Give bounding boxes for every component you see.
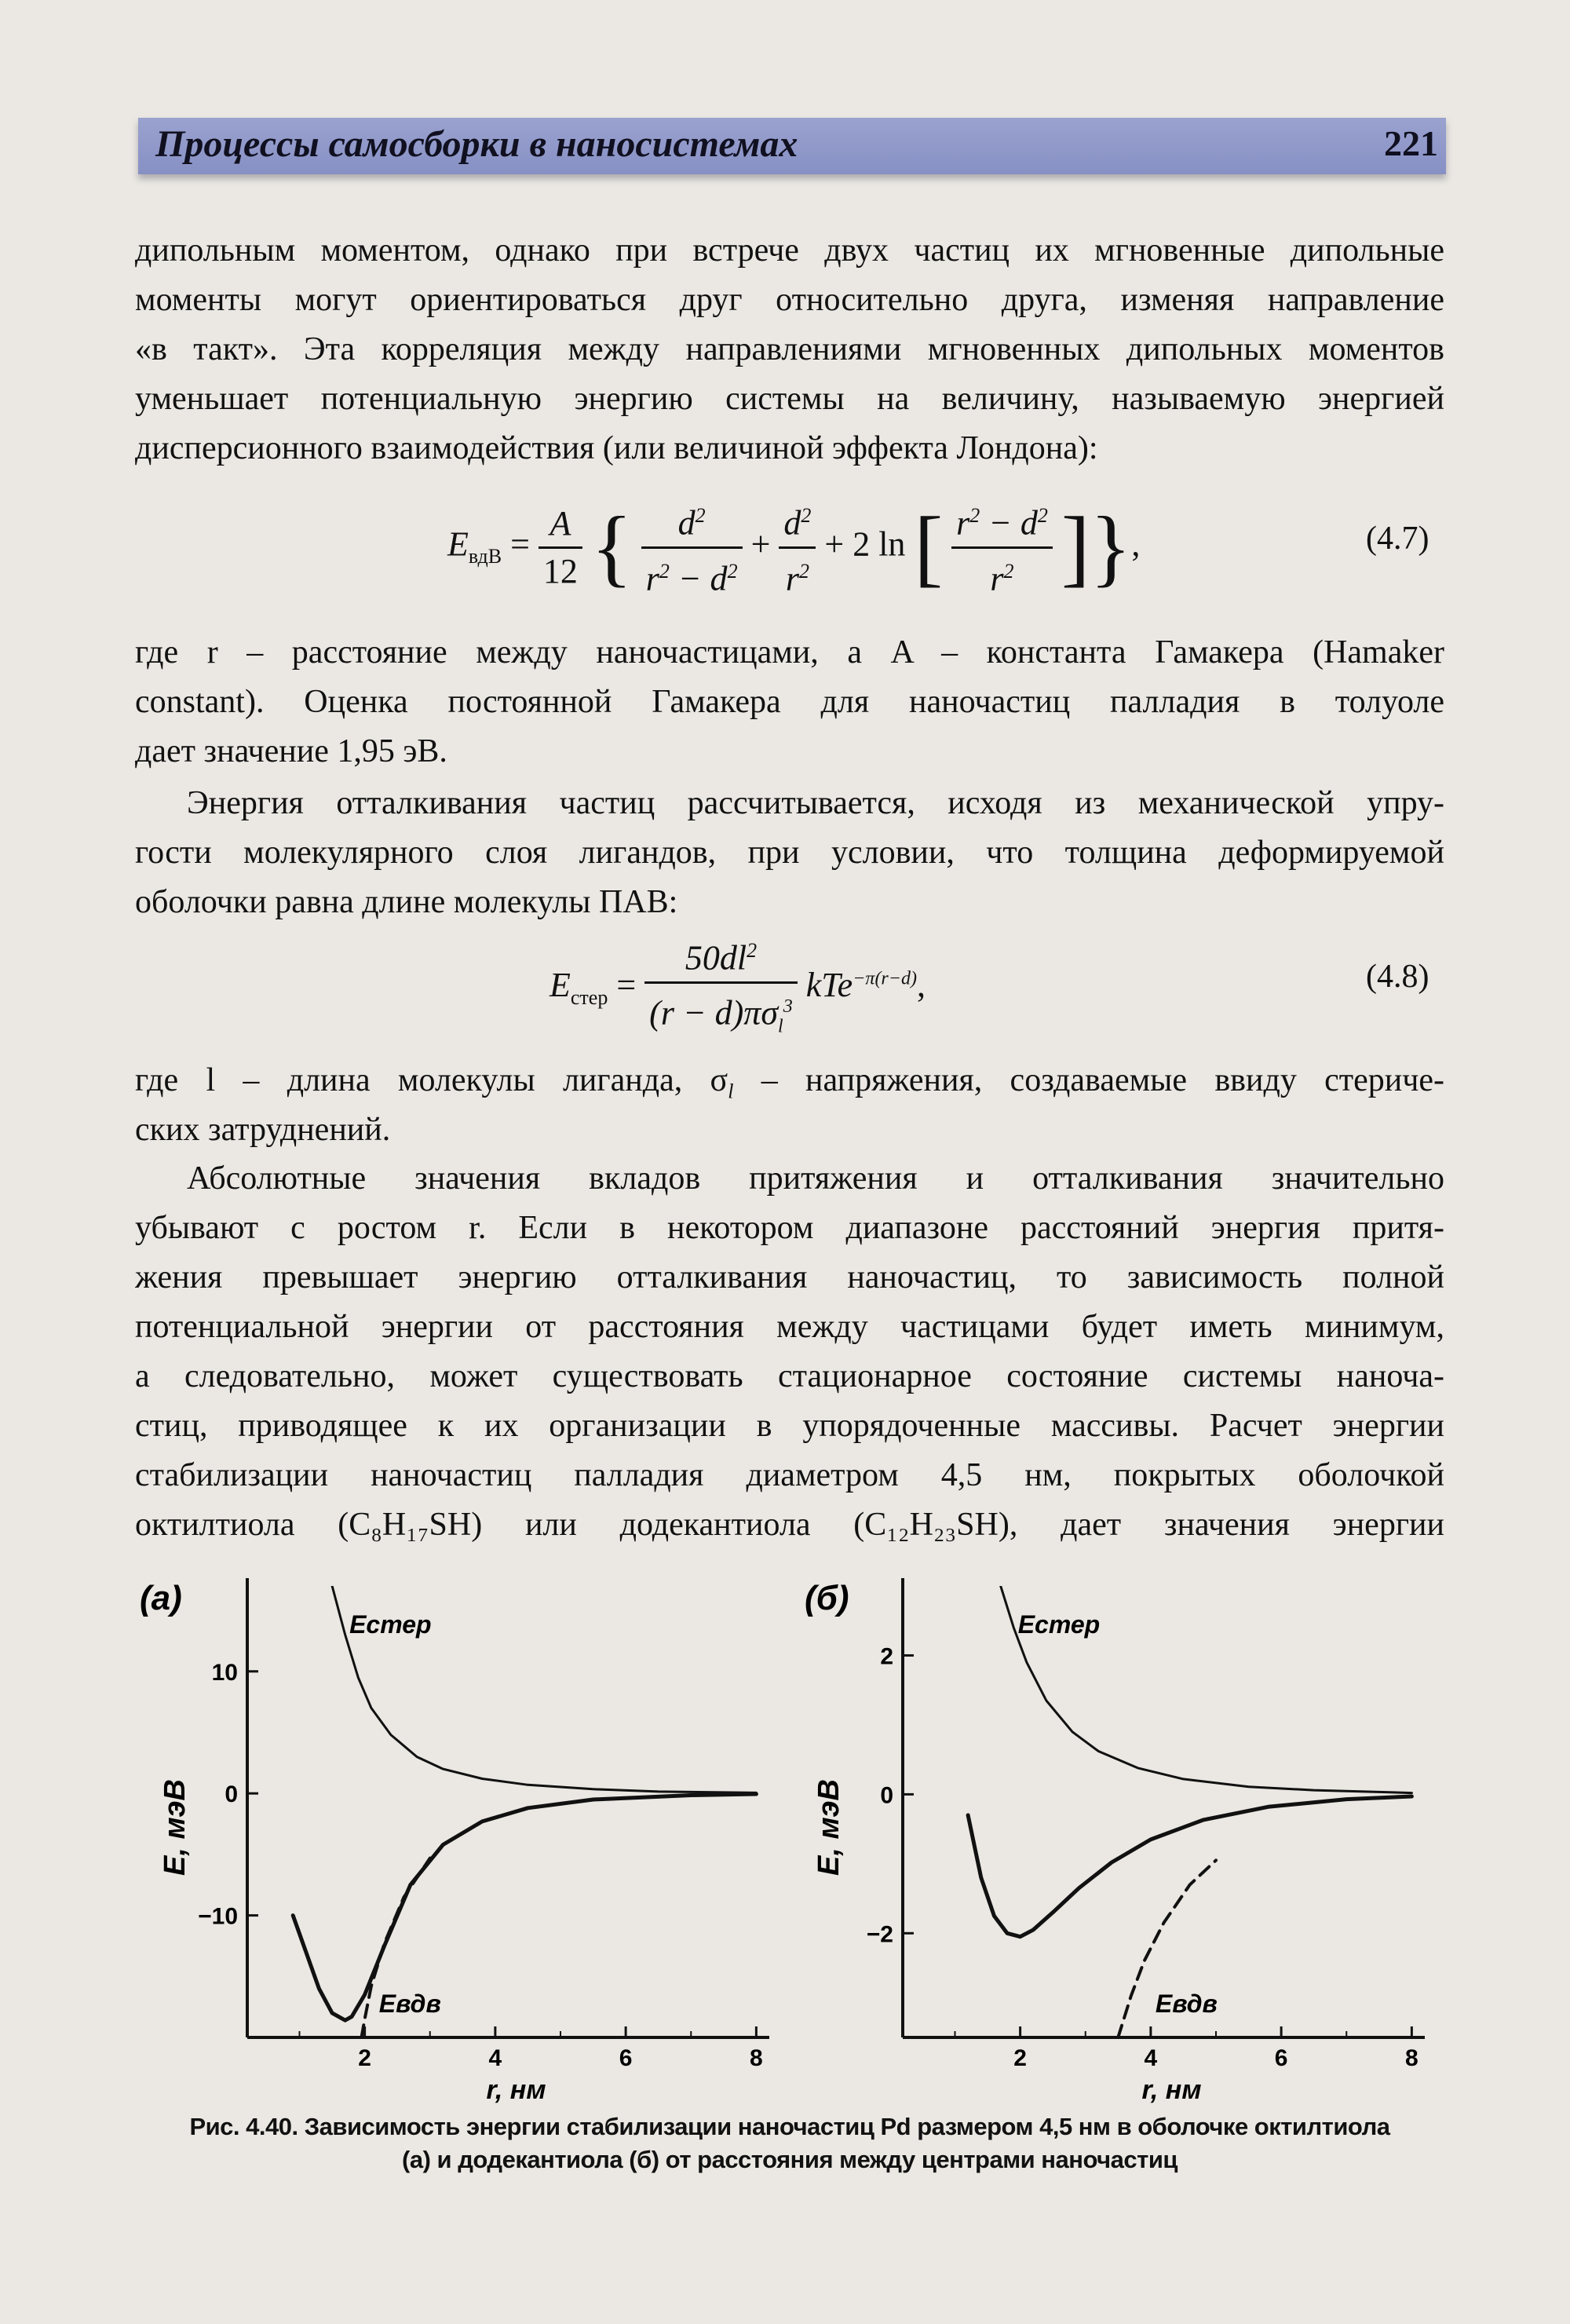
eq47-lhs-sub: вдВ <box>468 545 502 568</box>
text-line: а следовательно, может существовать стационарное состояние системы наноча- <box>135 1358 1444 1394</box>
page-number: 221 <box>1384 123 1438 163</box>
series-label: Eвдв <box>378 1990 441 2018</box>
chart-panel-a <box>140 1578 769 2105</box>
text-fragment: – напряжения, создаваемые ввиду стериче- <box>733 1062 1444 1098</box>
eq47-lhs: E <box>447 524 469 564</box>
text-line: убывают с ростом r. Если в некотором диапазоне расстояний энергия притя- <box>135 1210 1444 1246</box>
y-tick-label: −2 <box>866 1921 893 1948</box>
panel-label: (б) <box>805 1579 849 1617</box>
x-tick-label: 4 <box>488 2045 502 2071</box>
x-axis-label: r, нм <box>486 2075 546 2105</box>
text-line: гости молекулярного слоя лигандов, при условии, что толщина деформируемой <box>135 835 1444 871</box>
series-label: Eстер <box>1017 1610 1101 1639</box>
text-line: constant). Оценка постоянной Гамакера для наночастиц палладия в толуоле <box>135 684 1444 720</box>
text-line: стабилизации наночастиц палладия диаметром 4,5 нм, покрытых оболочкой <box>135 1457 1444 1493</box>
series-label: Eстер <box>349 1610 432 1639</box>
y-tick-label: 10 <box>211 1659 238 1686</box>
running-header-title: Процессы самосборки в наносистемах <box>155 123 798 165</box>
chart-panel-b <box>805 1578 1425 2105</box>
eq48-numerator: 50dl <box>685 938 747 977</box>
text-line: моменты могут ориентироваться друг относительно друга, изменяя направление <box>135 282 1444 318</box>
paragraph-3 <box>135 779 1444 927</box>
y-tick-label: 0 <box>880 1782 893 1809</box>
eq47-coef-num: A <box>539 501 582 549</box>
y-tick-label: 0 <box>225 1781 238 1808</box>
paragraph-4: где l – длина молекулы лиганда, $\sigma_l$ – напряжения, создаваемые ввиду стериче- ских затруднений. <box>135 1056 1444 1155</box>
x-tick-label: 8 <box>1405 2045 1418 2071</box>
caption-line-1: Зависимость энергии стабилизации наночастиц Pd размером 4,5 нм в оболочке октилтиола <box>304 2113 1390 2140</box>
equation-4-8-number: (4.8) <box>1366 959 1429 995</box>
eq47-coef-den: 12 <box>542 551 578 590</box>
text-fragment: где l – длина молекулы лиганда, σ <box>135 1062 728 1098</box>
text-line: уменьшает потенциальную энергию системы на величину, называемую энергией <box>135 381 1444 417</box>
text-line: дает значение 1,95 эВ. <box>135 733 447 769</box>
text-line: «в такт». Эта корреляция между направлениями мгновенных дипольных моментов <box>135 331 1444 367</box>
y-axis-label: E, мэВ <box>159 1779 192 1876</box>
text-line: октилтиола (C₈H₁₇SH) или додекантиола (C₁₂H₂₃SH), дает значения энергии <box>135 1507 1444 1543</box>
figure-4-40 <box>0 1562 1570 2112</box>
text-line: дипольным моментом, однако при встрече двух частиц их мгновенные дипольные <box>135 232 1444 269</box>
running-header <box>138 118 1446 174</box>
text-line: стиц, приводящее к их организации в упорядоченные массивы. Расчет энергии <box>135 1408 1444 1444</box>
text-line: оболочки равна длине молекулы ПАВ: <box>135 884 678 920</box>
paragraph-5 <box>135 1154 1444 1550</box>
eq48-fraction: $\frac{50dl^2}{(r - d)\pi\sigma_l^3}$ <box>644 928 798 1049</box>
x-tick-label: 8 <box>750 2045 763 2071</box>
series-label: Eвдв <box>1155 1990 1218 2018</box>
caption-label: Рис. 4.40. <box>189 2113 298 2140</box>
equation-4-8: $E_{стер}$ = $\frac{50dl^2}{(r - d)\pi\sigma_l^3}$ kTe$^{-\pi(r-d)}$, <box>550 928 926 1049</box>
text-line: жения превышает энергию отталкивания наночастиц, то зависимость полной <box>135 1259 1444 1295</box>
text-line: где r – расстояние между наночастицами, а A – константа Гамакера (Hamaker <box>135 634 1444 671</box>
x-tick-label: 2 <box>358 2045 371 2071</box>
y-tick-label: 2 <box>880 1643 893 1670</box>
eq47-coefficient <box>539 501 582 594</box>
eq48-lhs: E <box>550 966 571 1005</box>
text-line: Энергия отталкивания частиц рассчитывается, исходя из механической упру- <box>187 785 1444 821</box>
text-line: Абсолютные значения вкладов притяжения и отталкивания значительно <box>187 1160 1444 1197</box>
equation-4-7-number: (4.7) <box>1366 521 1429 557</box>
series-line-thick-solid <box>293 1794 756 2020</box>
paragraph-1 <box>135 226 1444 473</box>
text-line: дисперсионного взаимодействия (или величиной эффекта Лондона): <box>135 430 1098 466</box>
series-line-thick-solid <box>968 1796 1411 1937</box>
figure-caption <box>138 2110 1441 2176</box>
eq48-lhs-sub: стер <box>570 985 608 1009</box>
eq48-factor: kTe <box>805 966 853 1005</box>
text-line: ских затруднений. <box>135 1112 391 1148</box>
x-tick-label: 2 <box>1013 2045 1027 2071</box>
y-tick-label: −10 <box>198 1903 238 1930</box>
text-line: потенциальной энергии от расстояния между частицами будет иметь минимум, <box>135 1309 1444 1345</box>
caption-line-2: (а) и додекантиола (б) от расстояния между центрами наночастиц <box>402 2146 1178 2173</box>
x-tick-label: 6 <box>1274 2045 1288 2071</box>
x-axis-label: r, нм <box>1141 2075 1202 2105</box>
x-tick-label: 6 <box>619 2045 633 2071</box>
y-axis-label: E, мэВ <box>812 1779 845 1876</box>
equation-4-7: $E_{вдВ}$ = $\frac{A}{12}$ { $\frac{d^2}{r^2 - d^2}$ + $\frac{d^2}{r^2}$ + 2 ln [ $\frac{r^2 - d^2}{r^2}$ ]}, <box>447 493 1140 601</box>
x-tick-label: 4 <box>1144 2045 1158 2071</box>
paragraph-2 <box>135 628 1444 776</box>
panel-label: (а) <box>140 1579 182 1617</box>
